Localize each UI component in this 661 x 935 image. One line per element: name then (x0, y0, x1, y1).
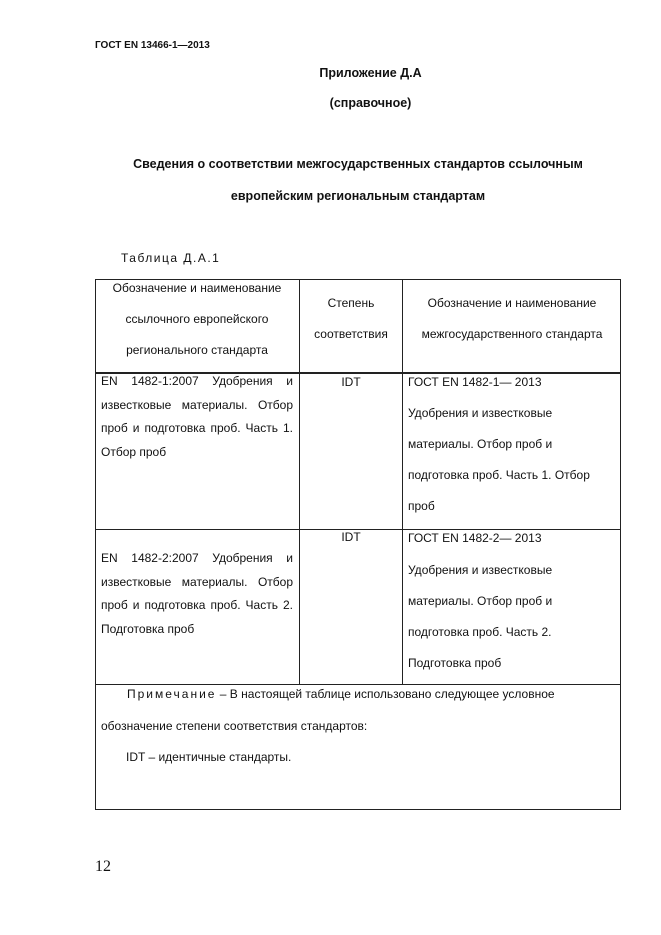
document-title-line1: Сведения о соответствии межгосударственных стандартов ссылочным (133, 157, 583, 171)
table-border-left (95, 279, 96, 810)
row1-gost-name: Удобрения и известковые материалы. Отбор проб и подготовка проб. Часть 1. Отбор проб (408, 406, 590, 513)
document-title-line2: европейским региональным стандартам (230, 189, 486, 203)
row2-degree: IDT (341, 530, 361, 544)
note-idt-definition: IDT – идентичные стандарты. (126, 750, 292, 764)
row2-gost-name: Удобрения и известковые материалы. Отбор проб и подготовка проб. Часть 2. Подготовка проб (408, 563, 553, 670)
row1-gost-code: ГОСТ EN 1482-1— 2013 (408, 375, 542, 389)
row1-degree: IDT (341, 375, 361, 389)
row2-gost-code: ГОСТ EN 1482-2— 2013 (408, 531, 542, 545)
header-eu-standard: Обозначение и наименование ссылочного европейского регионального стандарта (112, 281, 282, 357)
table-border-right (620, 279, 621, 810)
table-col-divider-2 (402, 279, 403, 684)
header-gost-standard: Обозначение и наименование межгосударственного стандарта (421, 296, 603, 341)
row1-eu-standard: EN 1482-1:2007 Удобрения и известковые материалы. Отбор проб и подготовка проб. Часть 1. Отбор проб (101, 374, 293, 459)
note-text: – В настоящей таблице использовано следующее условное обозначение степени соответствия стандартов: (101, 687, 555, 733)
table-caption: Таблица Д.А.1 (121, 251, 221, 265)
table-note (101, 678, 615, 742)
correspondence-table (95, 279, 621, 810)
header-degree: Степень соответствия (314, 296, 388, 341)
row2-eu-standard: EN 1482-2:2007 Удобрения и известковые материалы. Отбор проб и подготовка проб. Часть 2. Подготовка проб (101, 551, 293, 636)
document-code-header: ГОСТ EN 13466-1—2013 (95, 40, 210, 51)
note-lead: Примечание (127, 687, 217, 701)
annex-title: Приложение Д.А (319, 66, 422, 80)
table-border-bottom (95, 809, 621, 810)
table-col-divider-1 (299, 279, 300, 684)
annex-subtitle: (справочное) (329, 96, 412, 110)
page-number: 12 (95, 858, 111, 875)
